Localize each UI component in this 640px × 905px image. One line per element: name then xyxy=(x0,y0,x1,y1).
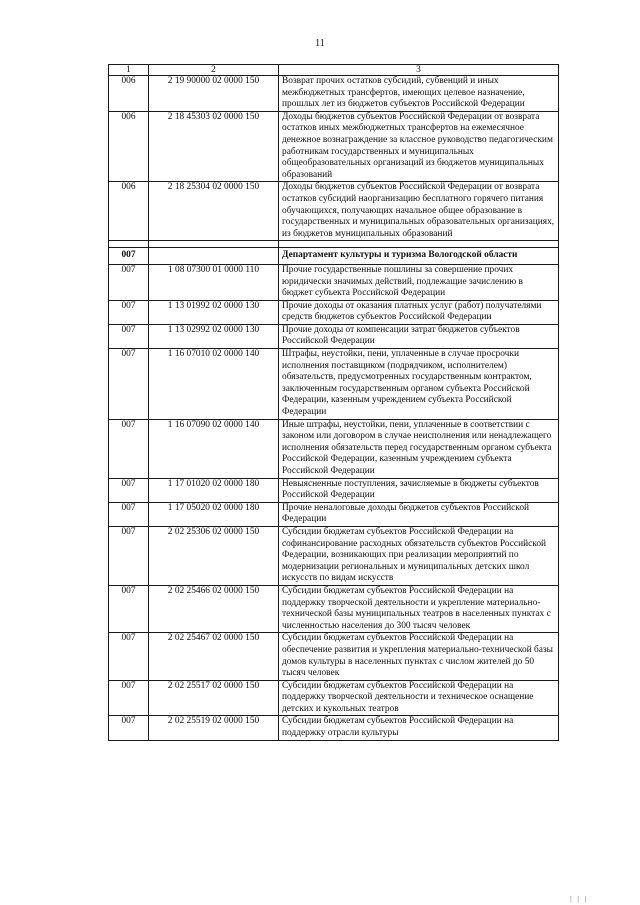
table-row xyxy=(109,300,559,324)
budget-code-cell: 1 16 07010 02 0000 140 xyxy=(149,349,279,420)
admin-code-cell: 007 xyxy=(109,585,149,632)
table-body xyxy=(109,65,559,741)
corner-mark: | | | xyxy=(570,895,588,903)
table-row xyxy=(109,716,559,740)
admin-code-cell: 007 xyxy=(109,633,149,680)
revenue-name-cell: Доходы бюджетов субъектов Российской Федерации от возврата остатков иных межбюджетных трансфертов на ежемесячное денежное вознаграждение за классное руководство педагогическим работникам государственных и муниципальных общеобразовательных организаций из бюджетов муниципальных образований xyxy=(279,111,559,182)
table-row xyxy=(109,585,559,632)
budget-code-cell: 2 02 25519 02 0000 150 xyxy=(149,716,279,740)
revenue-name-cell: Субсидии бюджетам субъектов Российской Федерации на поддержку творческой деятельности и укрепление материально-технической базы муниципальных театров в населенных пунктах с численностью населения до 300 тысяч человек xyxy=(279,585,559,632)
admin-code-cell: 007 xyxy=(109,248,149,265)
table-row xyxy=(109,182,559,241)
admin-code-cell: 007 xyxy=(109,526,149,585)
table-row xyxy=(109,324,559,348)
table-row xyxy=(109,76,559,112)
admin-code-cell: 007 xyxy=(109,349,149,420)
budget-code-cell: 2 18 25304 02 0000 150 xyxy=(149,182,279,241)
revenue-name-cell: Субсидии бюджетам субъектов Российской Федерации на обеспечение развития и укрепления материально-технической базы домов культуры в населенных пунктах с числом жителей до 50 тысяч человек xyxy=(279,633,559,680)
admin-code-cell: 007 xyxy=(109,264,149,300)
spacer-cell xyxy=(109,241,149,248)
table-row xyxy=(109,526,559,585)
admin-code-cell: 007 xyxy=(109,419,149,478)
revenue-name-cell: Субсидии бюджетам субъектов Российской Федерации на поддержку творческой деятельности и техническое оснащение детских и кукольных театров xyxy=(279,680,559,716)
budget-code-cell: 1 16 07090 02 0000 140 xyxy=(149,419,279,478)
budget-code-cell: 2 02 25306 02 0000 150 xyxy=(149,526,279,585)
revenue-name-cell: Возврат прочих остатков субсидий, субвенций и иных межбюджетных трансфертов, имеющих целевое назначение, прошлых лет из бюджетов субъектов Российской Федерации xyxy=(279,76,559,112)
revenue-name-cell: Департамент культуры и туризма Вологодской области xyxy=(279,248,559,265)
admin-code-cell: 007 xyxy=(109,716,149,740)
budget-code-cell: 2 02 25517 02 0000 150 xyxy=(149,680,279,716)
spacer-cell xyxy=(279,241,559,248)
table-header-row xyxy=(109,65,559,76)
budget-code-cell: 2 02 25466 02 0000 150 xyxy=(149,585,279,632)
revenue-name-cell: Невыясненные поступления, зачисляемые в бюджеты субъектов Российской Федерации xyxy=(279,478,559,502)
section-spacer-row xyxy=(109,241,559,248)
revenue-name-cell: Иные штрафы, неустойки, пени, уплаченные в соответствии с законом или договором в случае неисполнения или ненадлежащего исполнения обязательств перед государственным органом субъекта Российской Федерации, казенным учреждением субъекта Российской Федерации xyxy=(279,419,559,478)
budget-code-cell: 1 17 05020 02 0000 180 xyxy=(149,502,279,526)
table-row xyxy=(109,680,559,716)
table-row xyxy=(109,419,559,478)
revenue-name-cell: Субсидии бюджетам субъектов Российской Федерации на софинансирование расходных обязательств субъектов Российской Федерации, возникающих при реализации мероприятий по модернизации региональных и муниципальных детских школ искусств по видам искусств xyxy=(279,526,559,585)
revenue-name-cell: Прочие доходы от компенсации затрат бюджетов субъектов Российской Федерации xyxy=(279,324,559,348)
revenue-name-cell: Прочие государственные пошлины за совершение прочих юридически значимых действий, подлежащие зачислению в бюджет субъекта Российской Федерации xyxy=(279,264,559,300)
budget-code-cell: 1 17 01020 02 0000 180 xyxy=(149,478,279,502)
revenue-name-cell: Прочие неналоговые доходы бюджетов субъектов Российской Федерации xyxy=(279,502,559,526)
budget-code-cell: 1 08 07300 01 0000 110 xyxy=(149,264,279,300)
admin-code-cell: 006 xyxy=(109,76,149,112)
budget-code-cell xyxy=(149,248,279,265)
table-row xyxy=(109,111,559,182)
revenue-name-cell: Доходы бюджетов субъектов Российской Федерации от возврата остатков субсидий наорганизацию бесплатного горячего питания обучающихся, получающих начальное общее образование в государственных и муниципальных образовательных организациях, из бюджетов муниципальных образований xyxy=(279,182,559,241)
revenue-name-cell: Прочие доходы от оказания платных услуг (работ) получателями средств бюджетов субъектов Российской Федерации xyxy=(279,300,559,324)
revenue-name-cell: Штрафы, неустойки, пени, уплаченные в случае просрочки исполнения поставщиком (подрядчиком, исполнителем) обязательств, предусмотренных государственным контрактом, заключенным государственным органом субъекта Российской Федерации, казенным учреждением субъекта Российской Федерации xyxy=(279,349,559,420)
table-row xyxy=(109,502,559,526)
admin-code-cell: 007 xyxy=(109,680,149,716)
budget-code-cell: 2 18 45303 02 0000 150 xyxy=(149,111,279,182)
revenue-name-cell: Субсидии бюджетам субъектов Российской Федерации на поддержку отрасли культуры xyxy=(279,716,559,740)
admin-code-cell: 007 xyxy=(109,324,149,348)
header-cell-code: 2 xyxy=(149,65,279,76)
table-row xyxy=(109,349,559,420)
spacer-cell xyxy=(149,241,279,248)
header-cell-admin: 1 xyxy=(109,65,149,76)
admin-code-cell: 007 xyxy=(109,502,149,526)
admin-code-cell: 006 xyxy=(109,111,149,182)
budget-code-cell: 2 19 90000 02 0000 150 xyxy=(149,76,279,112)
budget-code-cell: 1 13 01992 02 0000 130 xyxy=(149,300,279,324)
header-cell-name: 3 xyxy=(279,65,559,76)
table-row xyxy=(109,478,559,502)
page-number: 11 xyxy=(315,38,325,49)
revenue-classification-table xyxy=(108,64,559,741)
table-row xyxy=(109,633,559,680)
budget-code-cell: 1 13 02992 02 0000 130 xyxy=(149,324,279,348)
admin-code-cell: 007 xyxy=(109,478,149,502)
admin-code-cell: 006 xyxy=(109,182,149,241)
table-row xyxy=(109,264,559,300)
department-row xyxy=(109,248,559,265)
admin-code-cell: 007 xyxy=(109,300,149,324)
budget-code-cell: 2 02 25467 02 0000 150 xyxy=(149,633,279,680)
